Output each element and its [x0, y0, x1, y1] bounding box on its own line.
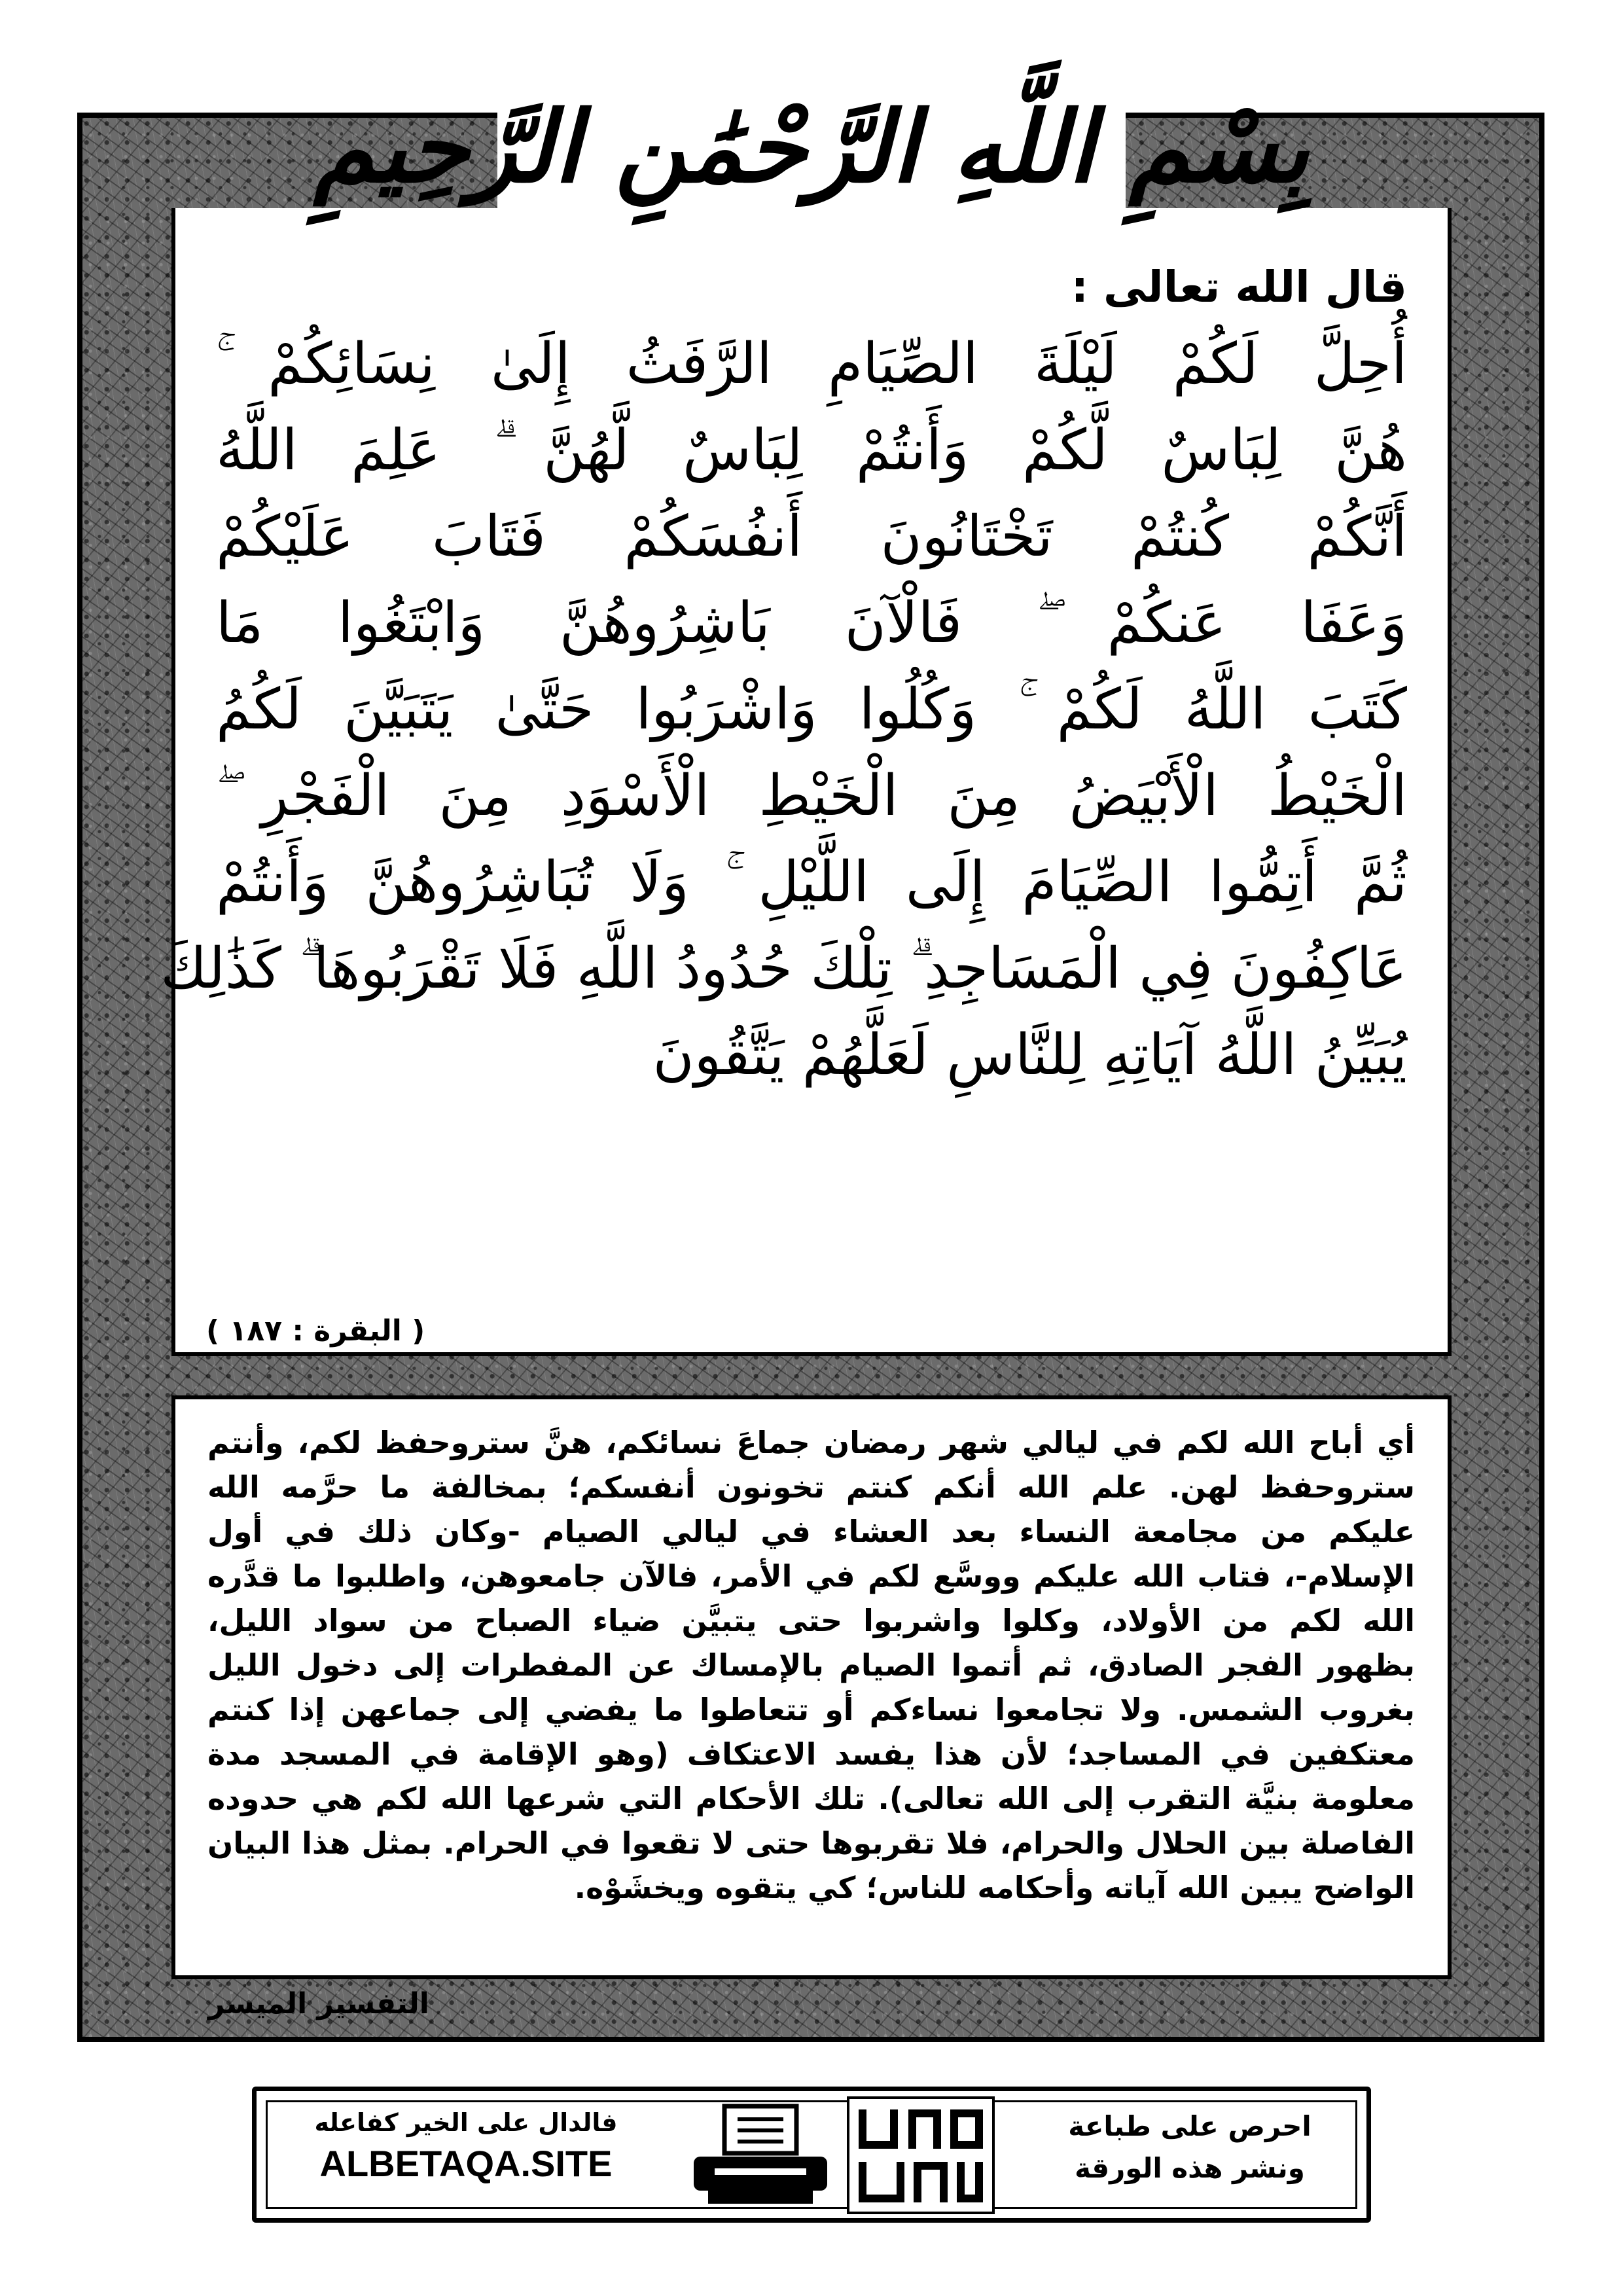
- printer-icon: [688, 2103, 832, 2208]
- print-note-line1: احرص على طباعة: [1068, 2110, 1311, 2142]
- verse-line: ثُمَّ أَتِمُّوا الصِّيَامَ إِلَى اللَّيْلِ ۚ وَلَا تُبَاشِرُوهُنَّ وَأَنتُمْ: [216, 850, 1407, 915]
- tafsir-line: الفاصلة بين الحلال والحرام، فلا تقربوها حتى لا تقعوا في الحرام. بمثل هذا البيان: [207, 1825, 1415, 1861]
- tafsir-source: التفسير الميسر: [208, 1987, 429, 2020]
- footer-print-note: [1033, 2106, 1347, 2189]
- tafsir-line: عليكم من مجامعة النساء بعد العشاء في ليالي الصيام -وكان ذلك في أول: [207, 1514, 1415, 1549]
- quran-verse: [160, 321, 1407, 1098]
- tafsir-line: بظهور الفجر الصادق، ثم أتموا الصيام بالإمساك عن المفطرات إلى دخول الليل: [207, 1647, 1415, 1683]
- verse-reference: ( البقرة : ١٨٧ ): [206, 1314, 425, 1348]
- verse-line: أَنَّكُمْ كُنتُمْ تَخْتَانُونَ أَنفُسَكُمْ فَتَابَ عَلَيْكُمْ: [216, 504, 1407, 569]
- print-note-line2: ونشر هذه الورقة: [1075, 2152, 1305, 2184]
- verse-line: أُحِلَّ لَكُمْ لَيْلَةَ الصِّيَامِ الرَّفَثُ إِلَىٰ نِسَائِكُمْ ۚ: [216, 331, 1407, 397]
- tafsir-line: معلومة بنيَّة التقرب إلى الله تعالى). تلك الأحكام التي شرعها الله لكم هي حدوده: [207, 1781, 1415, 1816]
- verse-line: هُنَّ لِبَاسٌ لَّكُمْ وَأَنتُمْ لِبَاسٌ لَّهُنَّ ۗ عَلِمَ اللَّهُ: [216, 418, 1407, 483]
- tafsir-line: الله لكم من الأولاد، وكلوا واشربوا حتى يتبيَّن ضياء الصباح من سواد الليل،: [207, 1603, 1415, 1638]
- tafsir-text: [207, 1420, 1415, 1910]
- footer-website-block: [270, 2104, 662, 2187]
- tafsir-line: الإسلام-، فتاب الله عليكم ووسَّع لكم في الأمر، فالآن جامعوهن، واطلبوا ما قدَّره: [207, 1558, 1415, 1594]
- tafsir-line: معتكفين في المساجد؛ لأن هذا يفسد الاعتكاف (وهو الإقامة في المسجد مدة: [207, 1736, 1415, 1772]
- verse-line: عَاكِفُونَ فِي الْمَسَاجِدِ ۗ تِلْكَ حُدُودُ اللَّهِ فَلَا تَقْرَبُوهَا ۗ كَذَٰلِكَ: [160, 936, 1407, 1001]
- verse-line: وَعَفَا عَنكُمْ ۖ فَالْآنَ بَاشِرُوهُنَّ وَابْتَغُوا مَا: [216, 590, 1407, 656]
- verse-line: يُبَيِّنُ اللَّهُ آيَاتِهِ لِلنَّاسِ لَعَلَّهُمْ يَتَّقُونَ: [652, 1022, 1407, 1088]
- tafsir-line: أي أباح الله لكم في ليالي شهر رمضان جماعَ نسائكم، هنَّ ستروحفظ لكم، وأنتم: [207, 1425, 1415, 1460]
- footer-bar: [252, 2087, 1371, 2223]
- verse-line: كَتَبَ اللَّهُ لَكُمْ ۚ وَكُلُوا وَاشْرَبُوا حَتَّىٰ يَتَبَيَّنَ لَكُمُ: [216, 677, 1407, 742]
- verse-intro: قال الله تعالى :: [1071, 262, 1407, 312]
- website-link[interactable]: ALBETAQA.SITE: [319, 2143, 613, 2184]
- basmala-calligraphy: بِسْمِ اللَّهِ الرَّحْمَٰنِ الرَّحِيمِ: [497, 39, 1126, 255]
- tafsir-line: الواضح يبين الله آياته وأحكامه للناس؛ كي يتقوه ويخشَوْه.: [574, 1870, 1415, 1905]
- verse-line: الْخَيْطُ الْأَبْيَضُ مِنَ الْخَيْطِ الْأَسْوَدِ مِنَ الْفَجْرِ ۖ: [216, 763, 1407, 829]
- dawa-waraqa-logo: [846, 2095, 996, 2215]
- tafsir-line: ستروحفظ لهن. علم الله أنكم كنتم تخونون أنفسكم؛ بمخالفة ما حرَّمه الله: [207, 1469, 1415, 1505]
- footer-slogan: فالدال على الخير كفاعله: [314, 2108, 618, 2137]
- tafsir-line: بغروب الشمس. ولا تجامعوا نساءكم أو تتعاطوا ما يفضي إلى جماعهن إذا كنتم: [207, 1692, 1415, 1727]
